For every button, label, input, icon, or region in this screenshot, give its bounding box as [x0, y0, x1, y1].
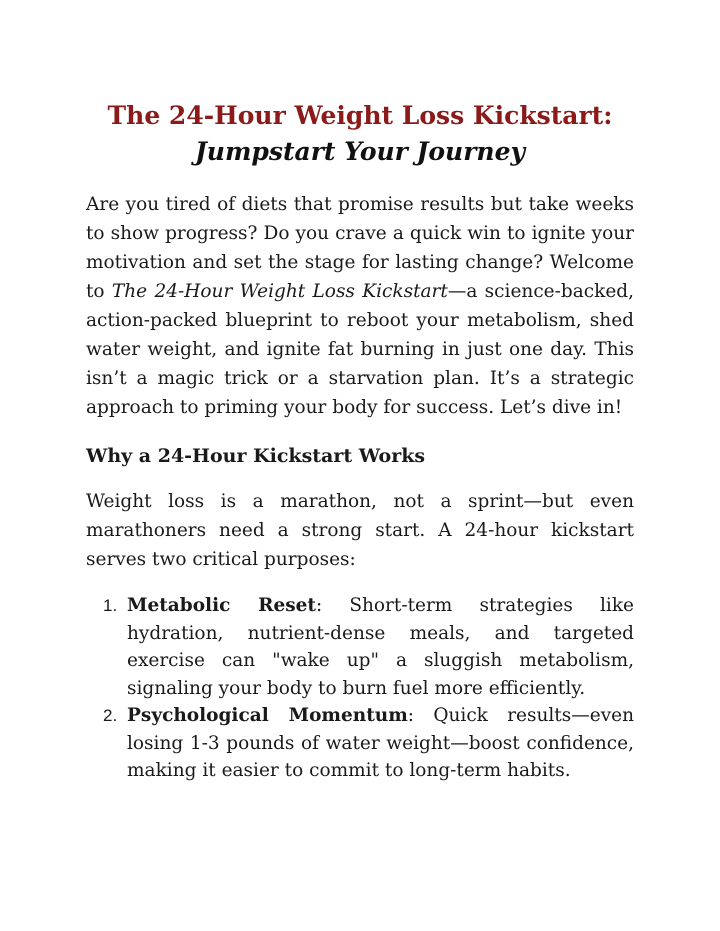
- intro-text-start: Are you tired of diets that promise results but take weeks to show progress? Do you crave a quick win to ignite your motivation and set the stage for lasting change? Welcome to: [86, 194, 634, 302]
- list-item: [86, 702, 634, 785]
- document-page: [86, 98, 634, 785]
- list-text: : Quick results—even losing 1-3 pounds of water weight—boost confidence, making it easier to commit to long-term habits.: [127, 705, 635, 781]
- intro-inline-title: The 24-Hour Weight Loss Kickstart: [111, 281, 448, 302]
- intro-text-end: —a science-backed, action-packed blueprint to reboot your metabolism, shed water weight, and ignite fat burning in just one day. This isn’t a magic trick or a starvation plan. It’s a strategic approach to priming your body for success. Let’s dive in!: [86, 281, 634, 418]
- list-number: 1.: [103, 596, 118, 615]
- intro-paragraph: [86, 190, 634, 422]
- purposes-list: [86, 592, 634, 785]
- list-term: Psychological Momentum: [127, 705, 408, 726]
- list-term: Metabolic Reset: [127, 595, 316, 616]
- title-subtitle: Jumpstart Your Journey: [194, 137, 526, 166]
- document-title: [86, 98, 634, 170]
- list-text: : Short-term strategies like hydration, nutrient-dense meals, and targeted exercise can "wake up" a sluggish metabolism, signaling your body to burn fuel more efficiently.: [127, 595, 634, 699]
- list-item: [86, 592, 634, 702]
- section-paragraph: Weight loss is a marathon, not a sprint—but even marathoners need a strong start. A 24-hour kickstart serves two critical purposes:: [86, 491, 634, 570]
- section-heading: Why a 24-Hour Kickstart Works: [86, 445, 426, 467]
- title-main: The 24-Hour Weight Loss Kickstart:: [107, 101, 613, 130]
- list-number: 2.: [103, 706, 118, 725]
